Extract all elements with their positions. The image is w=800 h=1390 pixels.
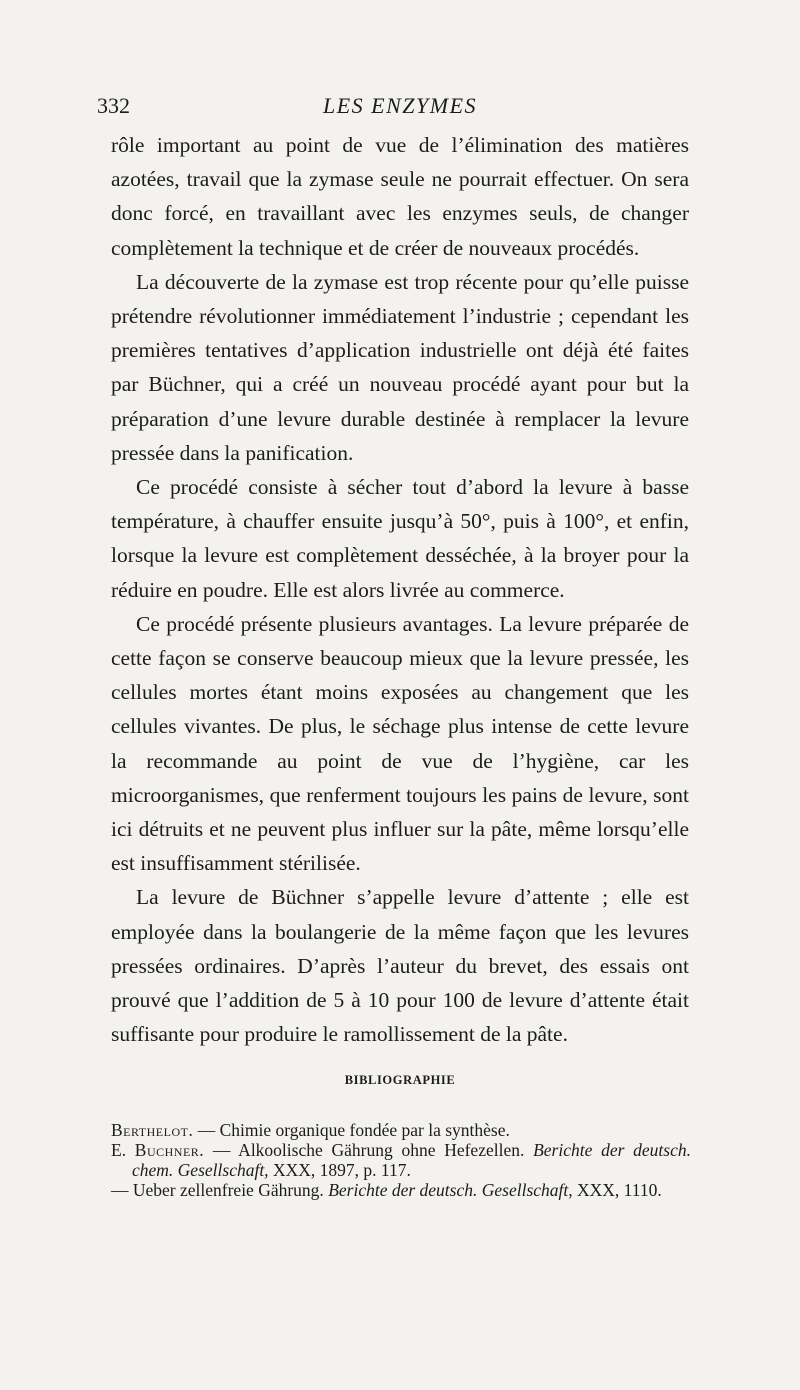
- bibliography-entry: [111, 1120, 691, 1140]
- bibliography-entry: [111, 1180, 691, 1200]
- entry-text: — Chimie organique fondée par la synthèse.: [193, 1120, 510, 1140]
- running-title: LES ENZYMES: [322, 93, 478, 118]
- entry-text: Ueber zellenfreie Gährung.: [132, 1180, 329, 1200]
- entry-text: — Alkoolische Gährung ohne Hefezellen.: [204, 1140, 534, 1160]
- bibliography-heading: BIBLIOGRAPHIE: [344, 1073, 456, 1087]
- paragraph: La découverte de la zymase est trop récente pour qu’elle puisse prétendre révolutionner immédiatement l’industrie ; cependant les premières tentatives d’application industrielle ont déjà été faites par Büchner, qui a créé un nouveau procédé ayant pour but la préparation d’une levure durable destinée à remplacer la levure pressée dans la panification.: [111, 269, 689, 465]
- entry-journal: Berichte der deutsch. chem. Gesellschaft,: [132, 1140, 691, 1180]
- entry-prefix: —: [111, 1180, 133, 1200]
- bibliography: [111, 1120, 691, 1200]
- page-number: 332: [97, 93, 130, 118]
- entry-author: Buchner.: [134, 1140, 205, 1160]
- paragraph: La levure de Büchner s’appelle levure d’attente ; elle est employée dans la boulangerie de la même façon que les levures pressées ordinaires. D’après l’auteur du brevet, des essais ont prouvé que l’addition de 5 à 10 pour 100 de levure d’attente était suffisante pour produire le ramollissement de la pâte.: [111, 885, 689, 1047]
- entry-journal: Berichte der deutsch. Gesellschaft,: [328, 1180, 573, 1200]
- paragraph: rôle important au point de vue de l’élimination des matières azotées, travail que la zymase seule ne pourrait effectuer. On sera donc forcé, en travaillant avec les enzymes seuls, de changer complètement la technique et de créer de nouveaux procédés.: [111, 133, 689, 260]
- page-header: [0, 93, 800, 123]
- entry-prefix: E.: [111, 1140, 135, 1160]
- bibliography-entry: [111, 1140, 691, 1180]
- paragraph: Ce procédé présente plusieurs avantages. La levure préparée de cette façon se conserve beaucoup mieux que la levure pressée, les cellules mortes étant moins exposées au changement que les cellules vivantes. De plus, le séchage plus intense de cette levure la recommande au point de vue de l’hygiène, car les microorganismes, que renferment toujours les pains de levure, sont ici détruits et ne peuvent plus influer sur la pâte, même lorsqu’elle est insuffisamment stérilisée.: [111, 611, 689, 876]
- entry-details: XXX, 1110.: [572, 1180, 662, 1200]
- body-text: [111, 128, 689, 1051]
- paragraph: Ce procédé consiste à sécher tout d’abord la levure à basse température, à chauffer ensuite jusqu’à 50°, puis à 100°, et enfin, lorsque la levure est complètement desséchée, à la broyer pour la réduire en poudre. Elle est alors livrée au commerce.: [111, 475, 689, 602]
- entry-details: XXX, 1897, p. 117.: [268, 1160, 411, 1180]
- entry-author: Berthelot.: [111, 1120, 194, 1140]
